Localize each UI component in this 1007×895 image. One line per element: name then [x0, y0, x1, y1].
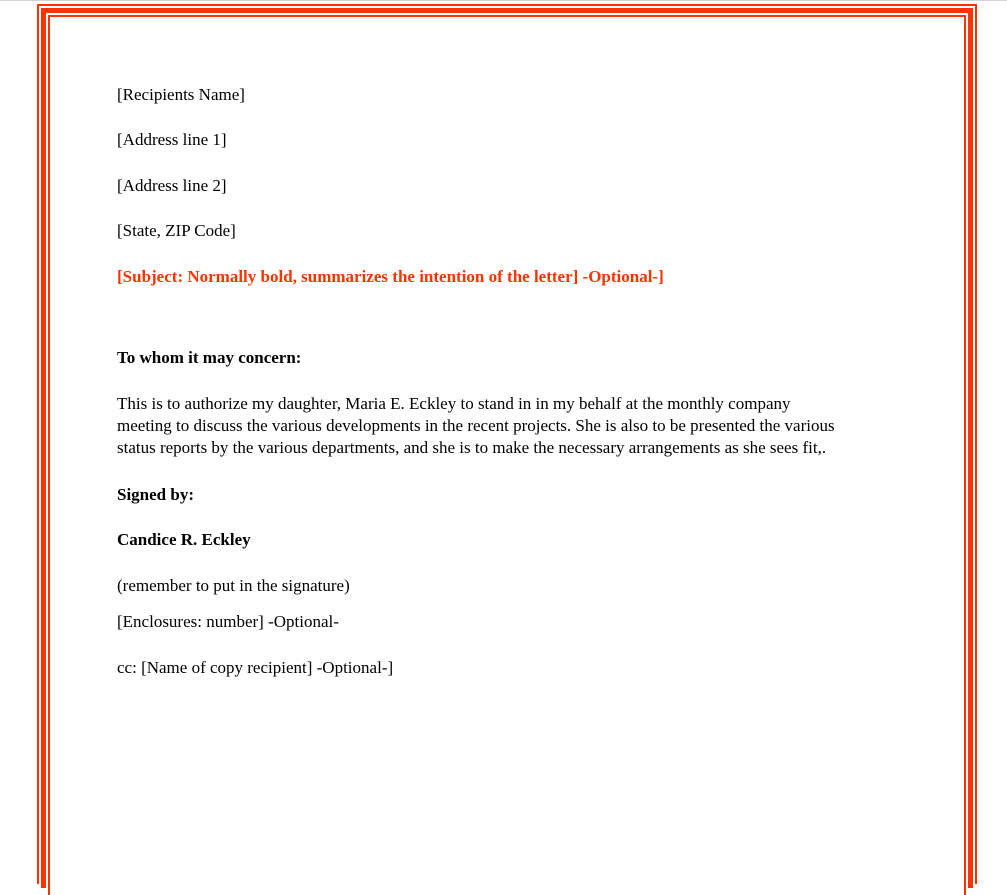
enclosures-optional: -Optional-	[268, 612, 339, 631]
address-line-2: [Address line 2]	[117, 176, 227, 195]
top-edge-line	[0, 0, 1007, 1]
signed-by-label: Signed by:	[117, 485, 194, 504]
body-line-2: meeting to discuss the various developments in the recent projects. She is also to be presented the various	[117, 416, 835, 435]
signature-note: (remember to put in the signature)	[117, 576, 350, 595]
body-line-1: This is to authorize my daughter, Maria E. Eckley to stand in in my behalf at the monthly company	[117, 394, 791, 413]
recipient-name: [Recipients Name]	[117, 85, 245, 104]
subject-line: [Subject: Normally bold, summarizes the intention of the letter] -Optional-]	[117, 267, 664, 286]
enclosures-text: [Enclosures: number]	[117, 612, 269, 631]
signer-name: Candice R. Eckley	[117, 530, 251, 549]
enclosures-line	[117, 611, 339, 633]
cc-line: cc: [Name of copy recipient] -Optional-]	[117, 658, 394, 677]
address-line-1: [Address line 1]	[117, 130, 227, 149]
salutation: To whom it may concern:	[117, 348, 302, 367]
body-line-3: status reports by the various departments, and she is to make the necessary arrangements as she sees fit,.	[117, 438, 827, 457]
state-zip: [State, ZIP Code]	[117, 221, 236, 240]
